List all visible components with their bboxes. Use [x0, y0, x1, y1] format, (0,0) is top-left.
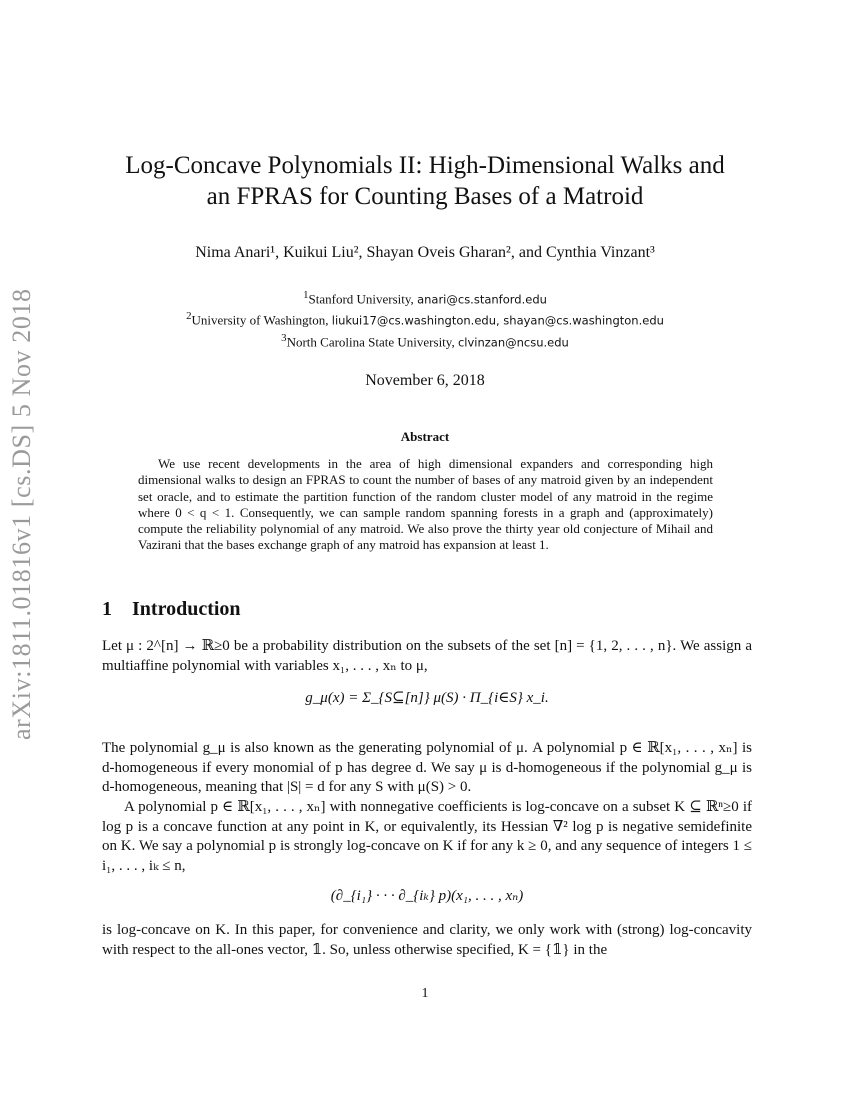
affiliations [60, 287, 790, 351]
equation-generating-polynomial: g_μ(x) = Σ_{S⊆[n]} μ(S) · Π_{i∈S} x_i. [305, 690, 549, 706]
paragraph-4: is log-concave on K. In this paper, for convenience and clarity, we only work with (strong) log-concavity with respect to the all-ones vector, 𝟙. So, unless otherwise specified, K = {𝟙} in the [102, 922, 752, 958]
paragraph-3-text: A polynomial p ∈ ℝ[x₁, . . . , xₙ] with nonnegative coefficients is log-concave on a subset K ⊆ ℝⁿ≥0 if log p is a concave function at any point in K, or equivalently, its Hessian ∇² log p is negative semidefinite on K. We say a polynomial p is strongly log-concave on K if for any k ≥ 0, and any sequence of integers 1 ≤ i₁, . . . , iₖ ≤ n, [102, 799, 752, 874]
abstract-text: We use recent developments in the area of high dimensional expanders and corresponding high dimensional walks to design an FPRAS to count the number of bases of any matroid given by an independent set oracle, and to estimate the partition function of the random cluster model of any matroid in the regime where 0 < q < 1. Consequently, we can sample random spanning forests in a graph and (approximately) compute the reliability polynomial of any matroid. We also prove the thirty year old conjecture of Mihail and Vazirani that the bases exchange graph of any matroid has expansion at least 1. [138, 456, 713, 553]
title-line-1: Log-Concave Polynomials II: High-Dimensional Walks and [125, 152, 725, 179]
affiliation-email: liukui17@cs.washington.edu, shayan@cs.washington.edu [331, 313, 664, 328]
affiliation-name: Stanford University, [308, 291, 418, 307]
affiliation-email: anari@cs.stanford.edu [417, 292, 547, 307]
affiliation-1 [60, 287, 790, 308]
affiliation-2 [60, 308, 790, 329]
affiliation-email: clvinzan@ncsu.edu [457, 334, 569, 349]
page-number: 1 [421, 986, 429, 1001]
author-list: Nima Anari¹, Kuikui Liu², Shayan Oveis Gharan², and Cynthia Vinzant³ [195, 244, 655, 261]
affiliation-name: North Carolina State University, [286, 333, 458, 349]
title-line-2: an FPRAS for Counting Bases of a Matroid [206, 183, 644, 210]
section-heading [102, 598, 752, 621]
paper-date: November 6, 2018 [365, 372, 485, 389]
paper-title [60, 150, 790, 212]
affiliation-mark: 1 [303, 289, 309, 301]
affiliation-mark: 2 [186, 310, 192, 323]
arxiv-identifier-stamp: arXiv:1811.01816v1 [cs.DS] 5 Nov 2018 [7, 288, 36, 740]
affiliation-name: University of Washington, [191, 312, 332, 328]
paragraph-2: The polynomial g_μ is also known as the generating polynomial of μ. A polynomial p ∈ ℝ[x₁, . . . , xₙ] is d-homogeneous if every monomial of p has degree d. We say μ is d-homogeneous if the polynomial g_μ is d-homogeneous, meaning that |S| = d for any S with μ(S) > 0. [102, 740, 752, 795]
equation-partial-derivatives: (∂_{i₁} · · · ∂_{iₖ} p)(x₁, . . . , xₙ) [330, 888, 524, 904]
abstract-body [138, 456, 713, 554]
abstract-heading: Abstract [400, 429, 450, 444]
paragraph-3 [102, 798, 752, 876]
paragraph-1: Let μ : 2^[n] → ℝ≥0 be a probability distribution on the subsets of the set [n] = {1, 2, . . . , n}. We assign a multiaffine polynomial with variables x₁, . . . , xₙ to μ, [102, 638, 752, 674]
section-title: Introduction [132, 598, 241, 620]
affiliation-3 [60, 330, 790, 351]
affiliation-mark: 3 [281, 331, 287, 344]
section-number: 1 [102, 598, 112, 620]
